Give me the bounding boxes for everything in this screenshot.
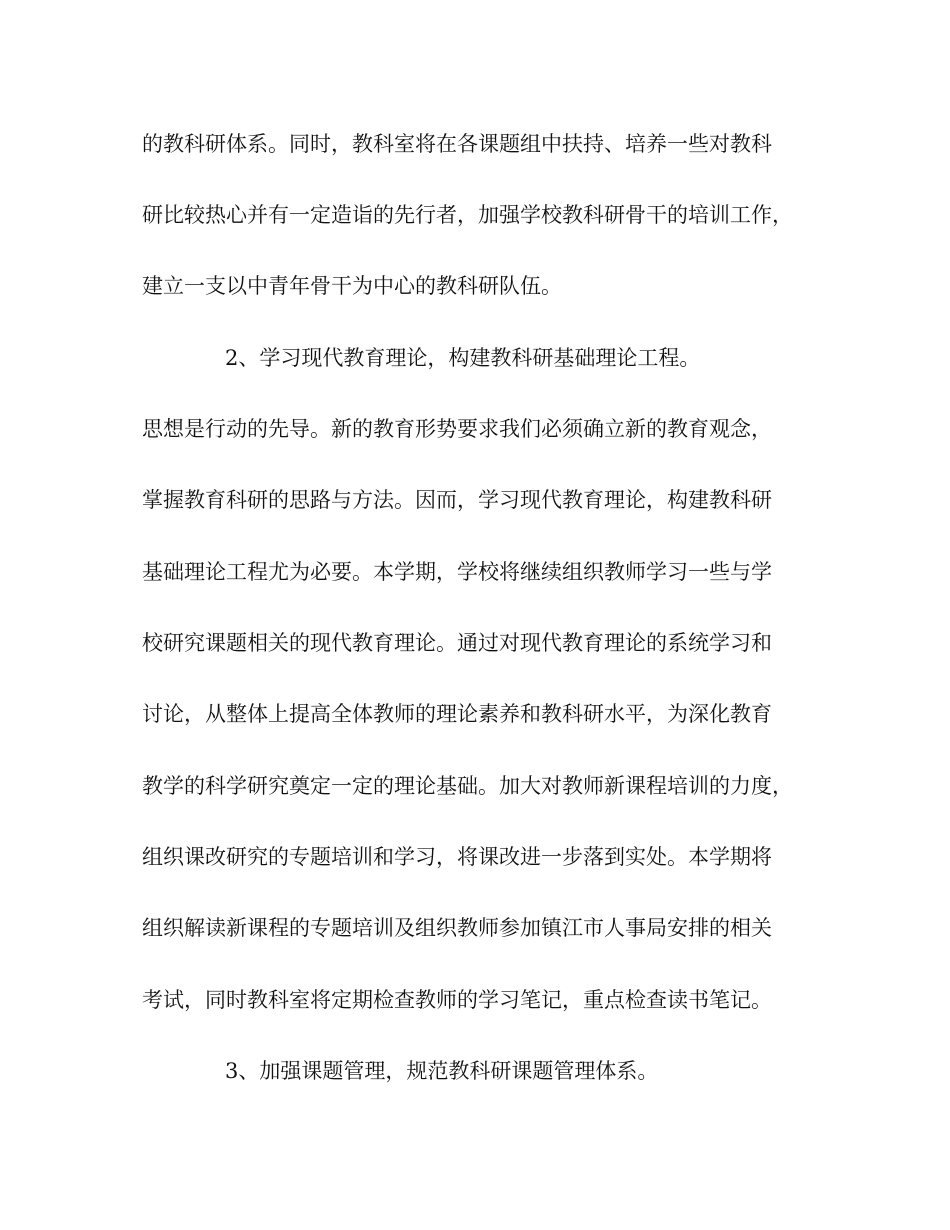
text-line: 研比较热心并有一定造诣的先行者，加强学校教科研骨干的培训工作， [142, 203, 793, 227]
text-line: 讨论，从整体上提高全体教师的理论素养和教科研水平，为深化教育 [142, 702, 772, 726]
text-line: 考试，同时教科室将定期检查教师的学习笔记，重点检查读书笔记。 [142, 988, 772, 1012]
text-line: 掌握教育科研的思路与方法。因而，学习现代教育理论，构建教科研 [142, 488, 772, 512]
section-heading: 2、学习现代教育理论，构建教科研基础理论工程。 [225, 346, 701, 370]
text-line: 基础理论工程尤为必要。本学期，学校将继续组织教师学习一些与学 [142, 560, 772, 584]
section-heading: 3、加强课题管理，规范教科研课题管理体系。 [225, 1059, 659, 1083]
text-line: 校研究课题相关的现代教育理论。通过对现代教育理论的系统学习和 [142, 631, 772, 655]
text-line: 的教科研体系。同时，教科室将在各课题组中扶持、培养一些对教科 [142, 132, 772, 156]
text-line: 组织解读新课程的专题培训及组织教师参加镇江市人事局安排的相关 [142, 916, 772, 940]
text-line: 组织课改研究的专题培训和学习，将课改进一步落到实处。本学期将 [142, 845, 772, 869]
text-line: 教学的科学研究奠定一定的理论基础。加大对教师新课程培训的力度， [142, 774, 793, 798]
text-line: 建立一支以中青年骨干为中心的教科研队伍。 [142, 274, 562, 298]
text-line: 思想是行动的先导。新的教育形势要求我们必须确立新的教育观念， [142, 417, 772, 441]
